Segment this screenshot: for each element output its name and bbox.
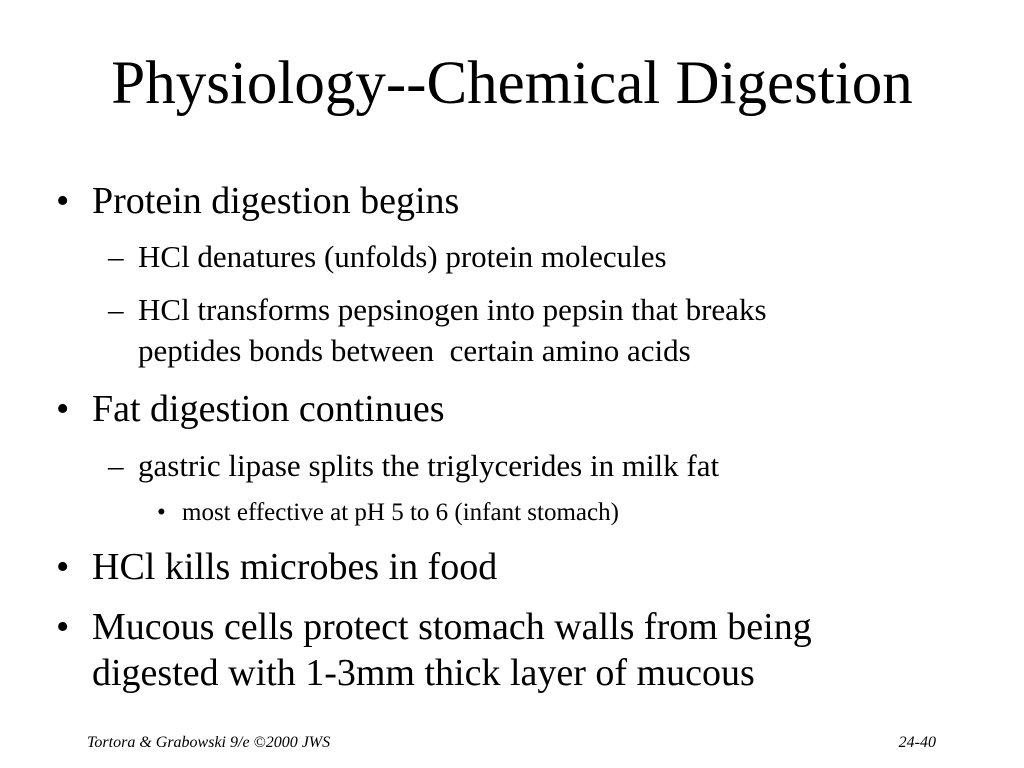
dash-marker: – (108, 448, 124, 483)
bullet-mucous-cells (56, 604, 812, 696)
bullet-text: most effective at pH 5 to 6 (infant stomach) (182, 499, 619, 526)
bullet-marker: • (56, 180, 70, 222)
footer-credit: Tortora & Grabowski 9/e ©2000 JWS (87, 734, 331, 751)
bullet-marker: • (56, 606, 70, 648)
bullet-marker: • (56, 546, 70, 588)
bullet-text: Fat digestion continues (92, 388, 445, 430)
bullet-protein-digestion (56, 178, 460, 224)
bullet-text: HCl kills microbes in food (92, 546, 498, 588)
subbullet-gastric-lipase (108, 445, 720, 486)
bullet-text-continued: peptides bonds between certain amino acids (138, 333, 691, 368)
subbullet-hcl-transforms (108, 289, 767, 371)
subsubbullet-ph-range (157, 497, 619, 529)
slide-title: Physiology--Chemical Digestion (111, 50, 913, 117)
bullet-text: HCl transforms pepsinogen into pepsin that breaks (138, 292, 767, 327)
dash-marker: – (108, 239, 124, 274)
footer-slide-number: 24-40 (898, 734, 936, 751)
bullet-text-continued: digested with 1-3mm thick layer of mucous (92, 652, 755, 694)
bullet-hcl-kills (56, 544, 498, 590)
bullet-marker: • (56, 388, 70, 430)
bullet-text: Protein digestion begins (92, 180, 460, 222)
bullet-text: gastric lipase splits the triglycerides in milk fat (138, 448, 720, 483)
bullet-marker: • (157, 499, 166, 526)
subbullet-hcl-denatures (108, 236, 667, 277)
dash-marker: – (108, 292, 124, 327)
bullet-fat-digestion (56, 386, 445, 432)
bullet-text: Mucous cells protect stomach walls from being (92, 606, 812, 648)
bullet-text: HCl denatures (unfolds) protein molecules (138, 239, 667, 274)
